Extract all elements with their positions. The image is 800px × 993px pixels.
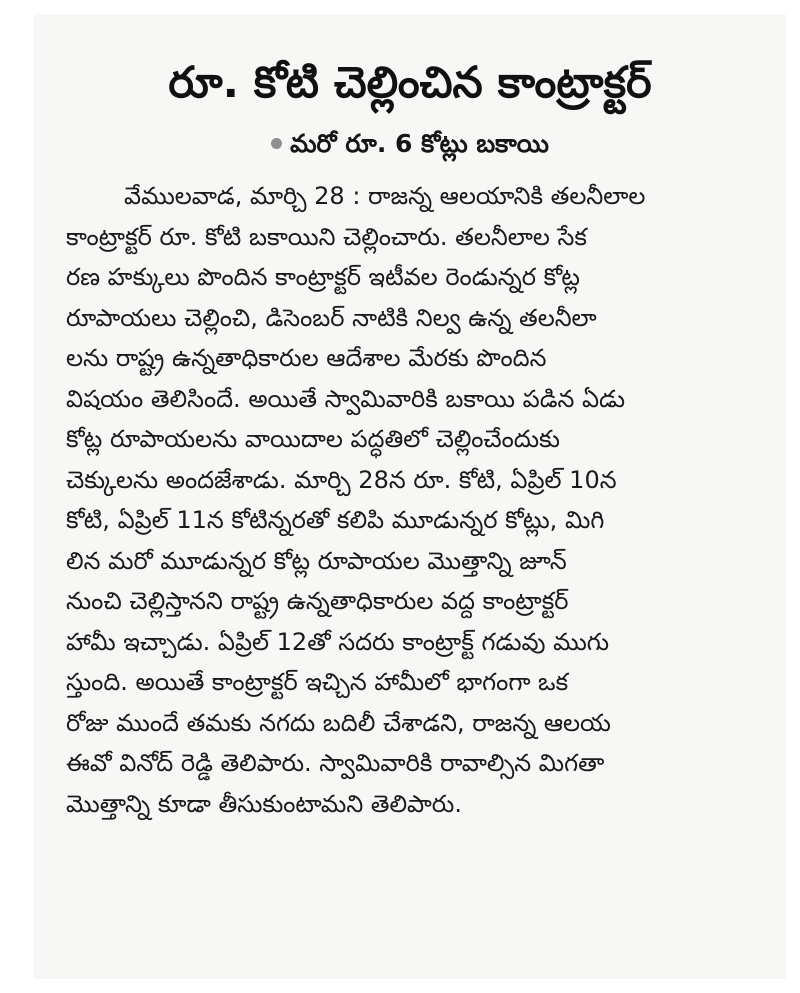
body-line: స్తుంది. అయితే కాంట్రాక్టర్ ఇచ్చిన హామీలో భాగంగా ఒక <box>66 668 569 696</box>
body-line: లిన మరో మూడున్నర కోట్ల రూపాయల మొత్తాన్ని జూన్ <box>66 546 567 575</box>
body-line: ఈవో వినోద్ రెడ్డి తెలిపారు. స్వామివారికి రావాల్సిన మిగతా <box>66 749 605 777</box>
body-line: చెక్కులను అందజేశాడు. మార్చి 28న రూ. కోటి, ఏప్రిల్ 10న <box>66 465 617 494</box>
body-line: వేములవాడ, మార్చి 28 : రాజన్న ఆలయానికి తలనీలాల <box>124 182 646 210</box>
subheading <box>66 126 754 162</box>
body-line: కాంట్రాక్టర్ రూ. కోటి బకాయిని చెల్లించారు. తలనీలాల సేక <box>66 222 587 251</box>
newspaper-clipping <box>34 14 786 979</box>
subheading-text: మరో రూ. 6 కోట్లు బకాయి <box>290 129 549 158</box>
body-line: హామీ ఇచ్చాడు. ఏప్రిల్ 12తో సదరు కాంట్రాక్ట్ గడువు ముగు <box>66 627 610 656</box>
article-body <box>66 176 754 824</box>
body-line: రణ హక్కులు పొందిన కాంట్రాక్టర్ ఇటీవల రెండున్నర కోట్ల <box>66 263 580 291</box>
headline: రూ. కోటి చెల్లించిన కాంట్రాక్టర్ <box>168 58 652 108</box>
body-line: లను రాష్ట్ర ఉన్నతాధికారుల ఆదేశాల మేరకు పొందిన <box>66 344 547 372</box>
body-line: నుంచి చెల్లిస్తానని రాష్ట్ర ఉన్నతాధికారుల వద్ద కాంట్రాక్టర్ <box>66 587 569 615</box>
body-line: రూపాయలు చెల్లించి, డిసెంబర్ నాటికి నిల్వ ఉన్న తలనీలా <box>66 303 597 332</box>
body-line: విషయం తెలిసిందే. అయితే స్వామివారికి బకాయి పడిన ఏడు <box>66 384 626 413</box>
body-line: మొత్తాన్ని కూడా తీసుకుంటామని తెలిపారు. <box>66 789 462 818</box>
bullet-icon <box>271 138 282 149</box>
body-line: రోజు ముందే తమకు నగదు బదిలీ చేశాడని, రాజన్న ఆలయ <box>66 708 611 737</box>
body-line: కోట్ల రూపాయలను వాయిదాల పద్ధతిలో చెల్లించేందుకు <box>66 425 560 453</box>
body-line: కోటి, ఏప్రిల్ 11న కోటిన్నరతో కలిపి మూడున్నర కోట్లు, మిగి <box>66 506 605 534</box>
